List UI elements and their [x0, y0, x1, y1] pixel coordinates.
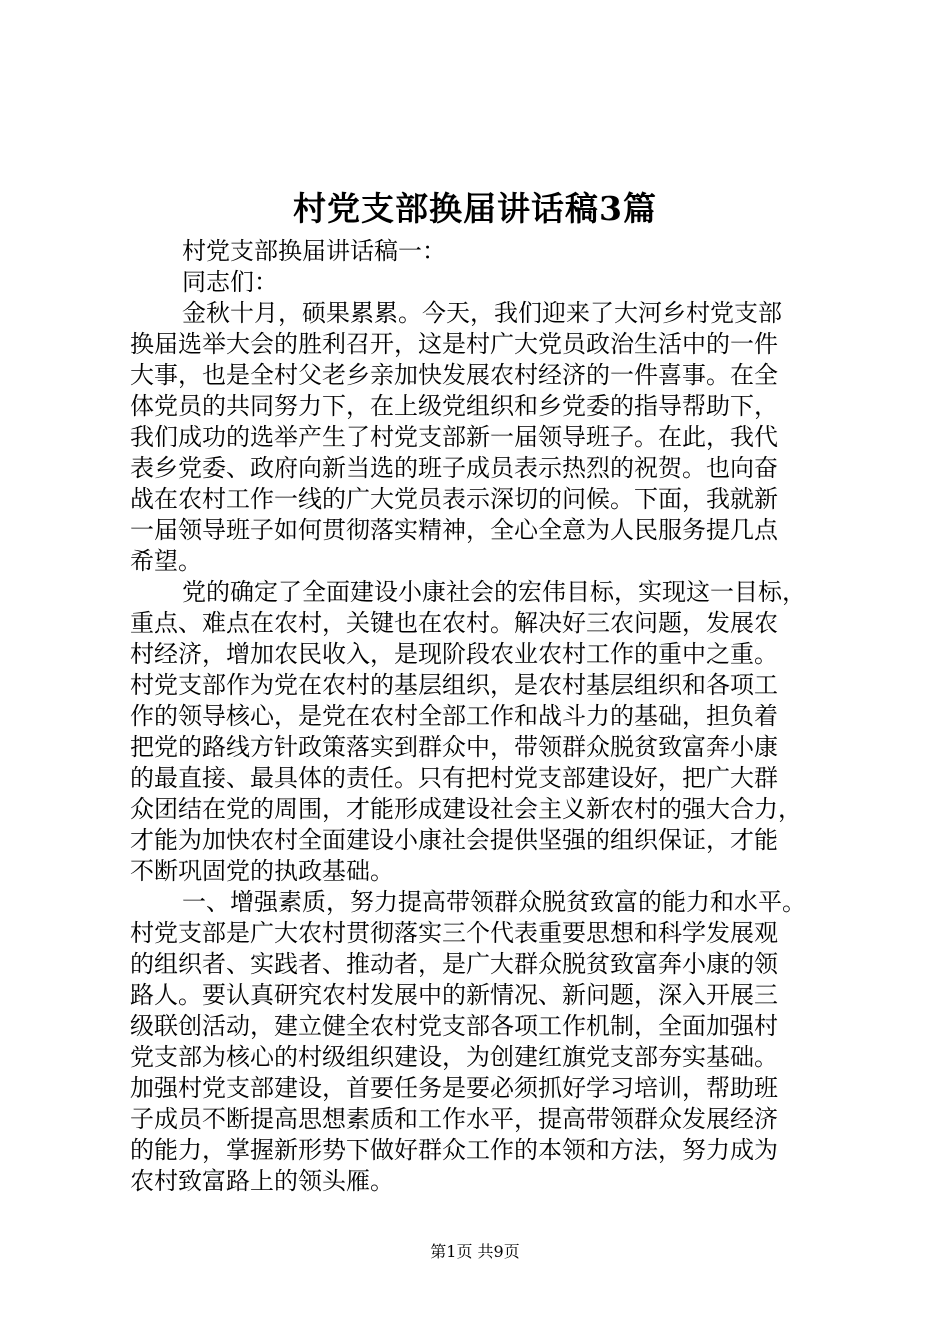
salutation: 同志们： — [182, 268, 278, 296]
text-line: 村党支部作为党在农村的基层组织，是农村基层组织和各项工 — [130, 671, 778, 699]
text-line: 的组织者、实践者、推动者，是广大群众脱贫致富奔小康的领 — [130, 950, 778, 978]
text-line: 表乡党委、政府向新当选的班子成员表示热烈的祝贺。也向奋 — [130, 454, 778, 482]
text-line: 大事，也是全村父老乡亲加快发展农村经济的一件喜事。在全 — [130, 361, 778, 389]
text-line: 体党员的共同努力下，在上级党组织和乡党委的指导帮助下， — [130, 392, 778, 420]
document-body — [130, 236, 820, 1197]
text-line: 众团结在党的周围，才能形成建设社会主义新农村的强大合力， — [130, 795, 802, 823]
text-line: 我们成功的选举产生了村党支部新一届领导班子。在此，我代 — [130, 423, 778, 451]
text-line: 作的领导核心，是党在农村全部工作和战斗力的基础，担负着 — [130, 702, 778, 730]
text-line: 重点、难点在农村，关键也在农村。解决好三农问题，发展农 — [130, 609, 778, 637]
text-line: 村经济，增加农民收入，是现阶段农业农村工作的重中之重。 — [130, 640, 778, 668]
page-footer: 第1页 共9页 — [430, 1242, 520, 1261]
text-line: 把党的路线方针政策落实到群众中，带领群众脱贫致富奔小康 — [130, 733, 778, 761]
text-line: 村党支部是广大农村贯彻落实三个代表重要思想和科学发展观 — [130, 919, 778, 947]
text-line: 党的确定了全面建设小康社会的宏伟目标，实现这一目标， — [182, 578, 806, 606]
text-line: 的最直接、最具体的责任。只有把村党支部建设好，把广大群 — [130, 764, 778, 792]
text-line: 路人。要认真研究农村发展中的新情况、新问题，深入开展三 — [130, 981, 778, 1009]
text-line: 金秋十月，硕果累累。今天，我们迎来了大河乡村党支部 — [182, 299, 782, 327]
text-line: 一届领导班子如何贯彻落实精神，全心全意为人民服务提几点 — [130, 516, 778, 544]
text-line: 换届选举大会的胜利召开，这是村广大党员政治生活中的一件 — [130, 330, 778, 358]
text-line: 农村致富路上的领头雁。 — [130, 1167, 394, 1195]
text-line: 级联创活动，建立健全农村党支部各项工作机制，全面加强村 — [130, 1012, 778, 1040]
section-heading: 村党支部换届讲话稿一： — [182, 237, 446, 265]
text-line: 才能为加快农村全面建设小康社会提供坚强的组织保证，才能 — [130, 826, 778, 854]
text-line: 战在农村工作一线的广大党员表示深切的问候。下面，我就新 — [130, 485, 778, 513]
text-line: 党支部为核心的村级组织建设，为创建红旗党支部夯实基础。 — [130, 1043, 778, 1071]
text-line: 一、增强素质，努力提高带领群众脱贫致富的能力和水平。 — [182, 888, 806, 916]
text-line: 的能力，掌握新形势下做好群众工作的本领和方法，努力成为 — [130, 1136, 778, 1164]
text-line: 不断巩固党的执政基础。 — [130, 857, 394, 885]
text-line: 希望。 — [130, 547, 202, 575]
document-title: 村党支部换届讲话稿3篇 — [293, 189, 657, 228]
text-line: 子成员不断提高思想素质和工作水平，提高带领群众发展经济 — [130, 1105, 778, 1133]
text-line: 加强村党支部建设，首要任务是要必须抓好学习培训，帮助班 — [130, 1074, 778, 1102]
